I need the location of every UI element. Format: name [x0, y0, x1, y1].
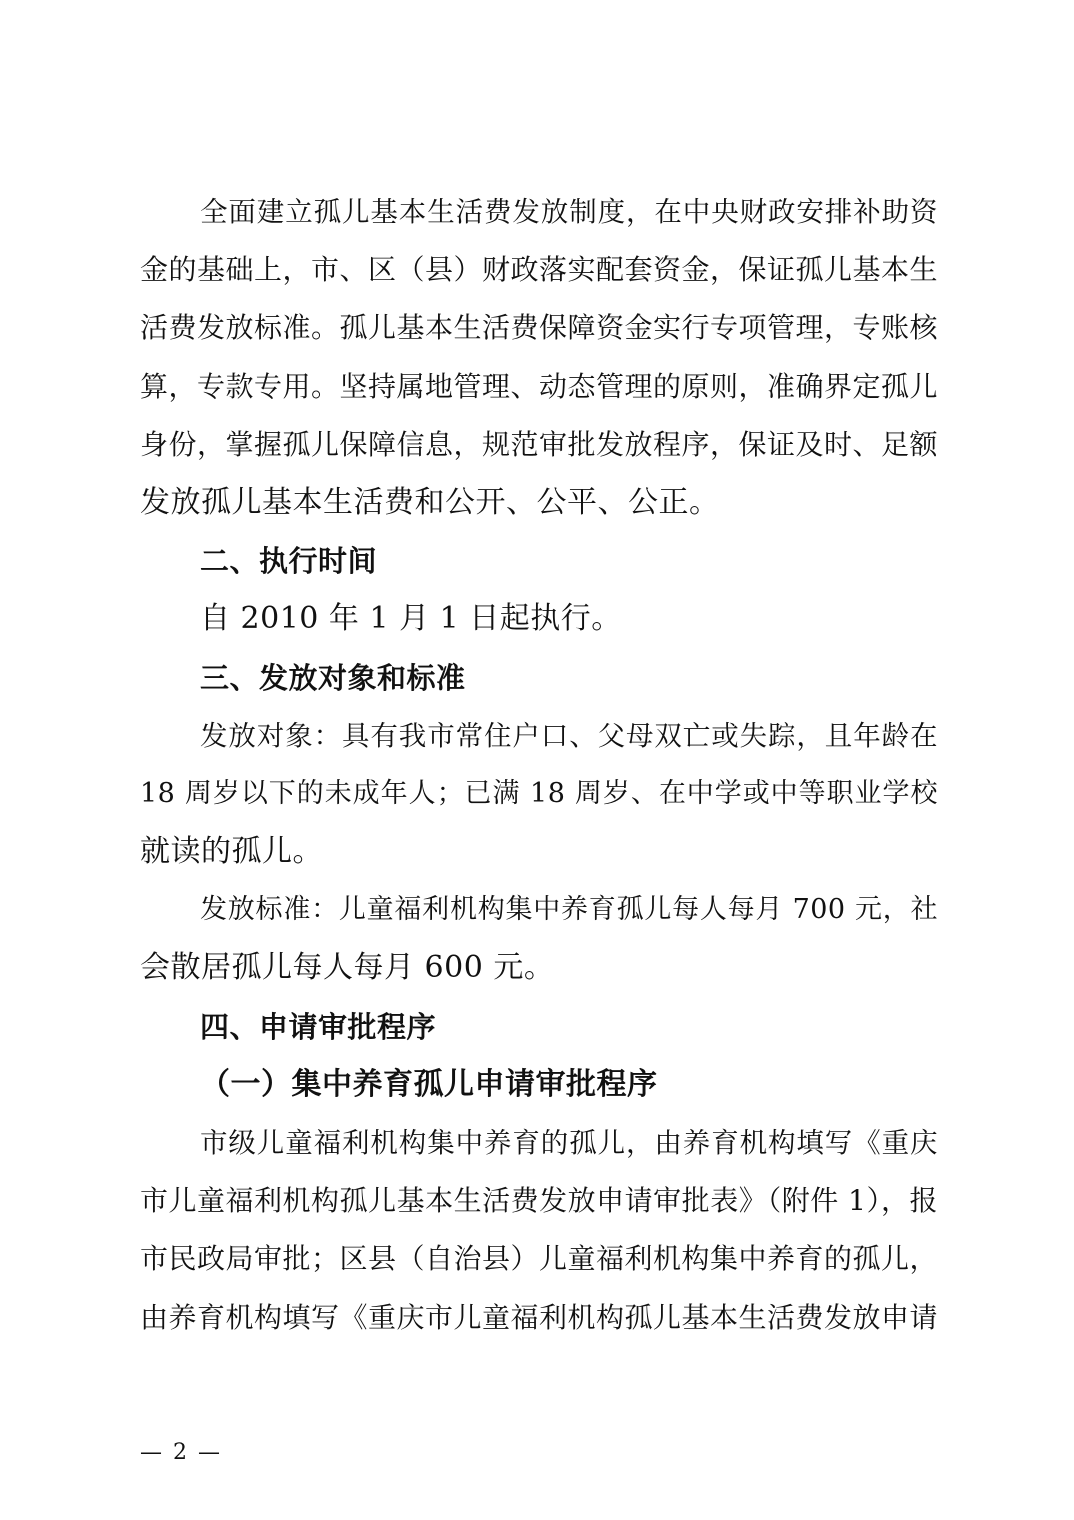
paragraph-line: 算，专款专用。坚持属地管理、动态管理的原则，准确界定孤儿 [140, 369, 939, 403]
paragraph-line: 自 2010 年 1 月 1 日起执行。 [200, 601, 622, 637]
paragraph-line: 活费发放标准。孤儿基本生活费保障资金实行专项管理，专账核 [140, 311, 939, 345]
paragraph-line: 身份，掌握孤儿保障信息，规范审批发放程序，保证及时、足额 [140, 427, 939, 461]
paragraph-line: 金的基础上，市、区（县）财政落实配套资金，保证孤儿基本生 [140, 253, 939, 287]
paragraph-line: 会散居孤儿每人每月 600 元。 [140, 950, 555, 986]
paragraph-line: 发放对象：具有我市常住户口、父母双亡或失踪，且年龄在 [200, 719, 938, 752]
paragraph-line: 市级儿童福利机构集中养育的孤儿，由养育机构填写《重庆 [200, 1127, 938, 1159]
paragraph-line: 市民政局审批；区县（自治县）儿童福利机构集中养育的孤儿， [140, 1242, 939, 1276]
paragraph-line: 发放孤儿基本生活费和公开、公平、公正。 [140, 484, 720, 520]
subsection-heading: （一）集中养育孤儿申请审批程序 [200, 1066, 658, 1102]
page-number: — 2 — [140, 1440, 222, 1465]
document-body [140, 183, 938, 1347]
section-heading: 二、执行时间 [200, 544, 378, 579]
paragraph-line: 发放标准：儿童福利机构集中养育孤儿每人每月 700 元，社 [200, 894, 938, 926]
section-heading: 四、申请审批程序 [200, 1009, 437, 1044]
section-heading: 三、发放对象和标准 [200, 660, 466, 695]
paragraph-line: 就读的孤儿。 [140, 834, 323, 870]
paragraph-line: 市儿童福利机构孤儿基本生活费发放申请审批表》（附件 1），报 [140, 1184, 938, 1218]
paragraph-line: 全面建立孤儿基本生活费发放制度，在中央财政安排补助资 [200, 196, 938, 228]
paragraph-line: 18 周岁以下的未成年人；已满 18 周岁、在中学或中等职业学校 [140, 777, 938, 809]
paragraph-line: 由养育机构填写《重庆市儿童福利机构孤儿基本生活费发放申请 [140, 1300, 939, 1334]
